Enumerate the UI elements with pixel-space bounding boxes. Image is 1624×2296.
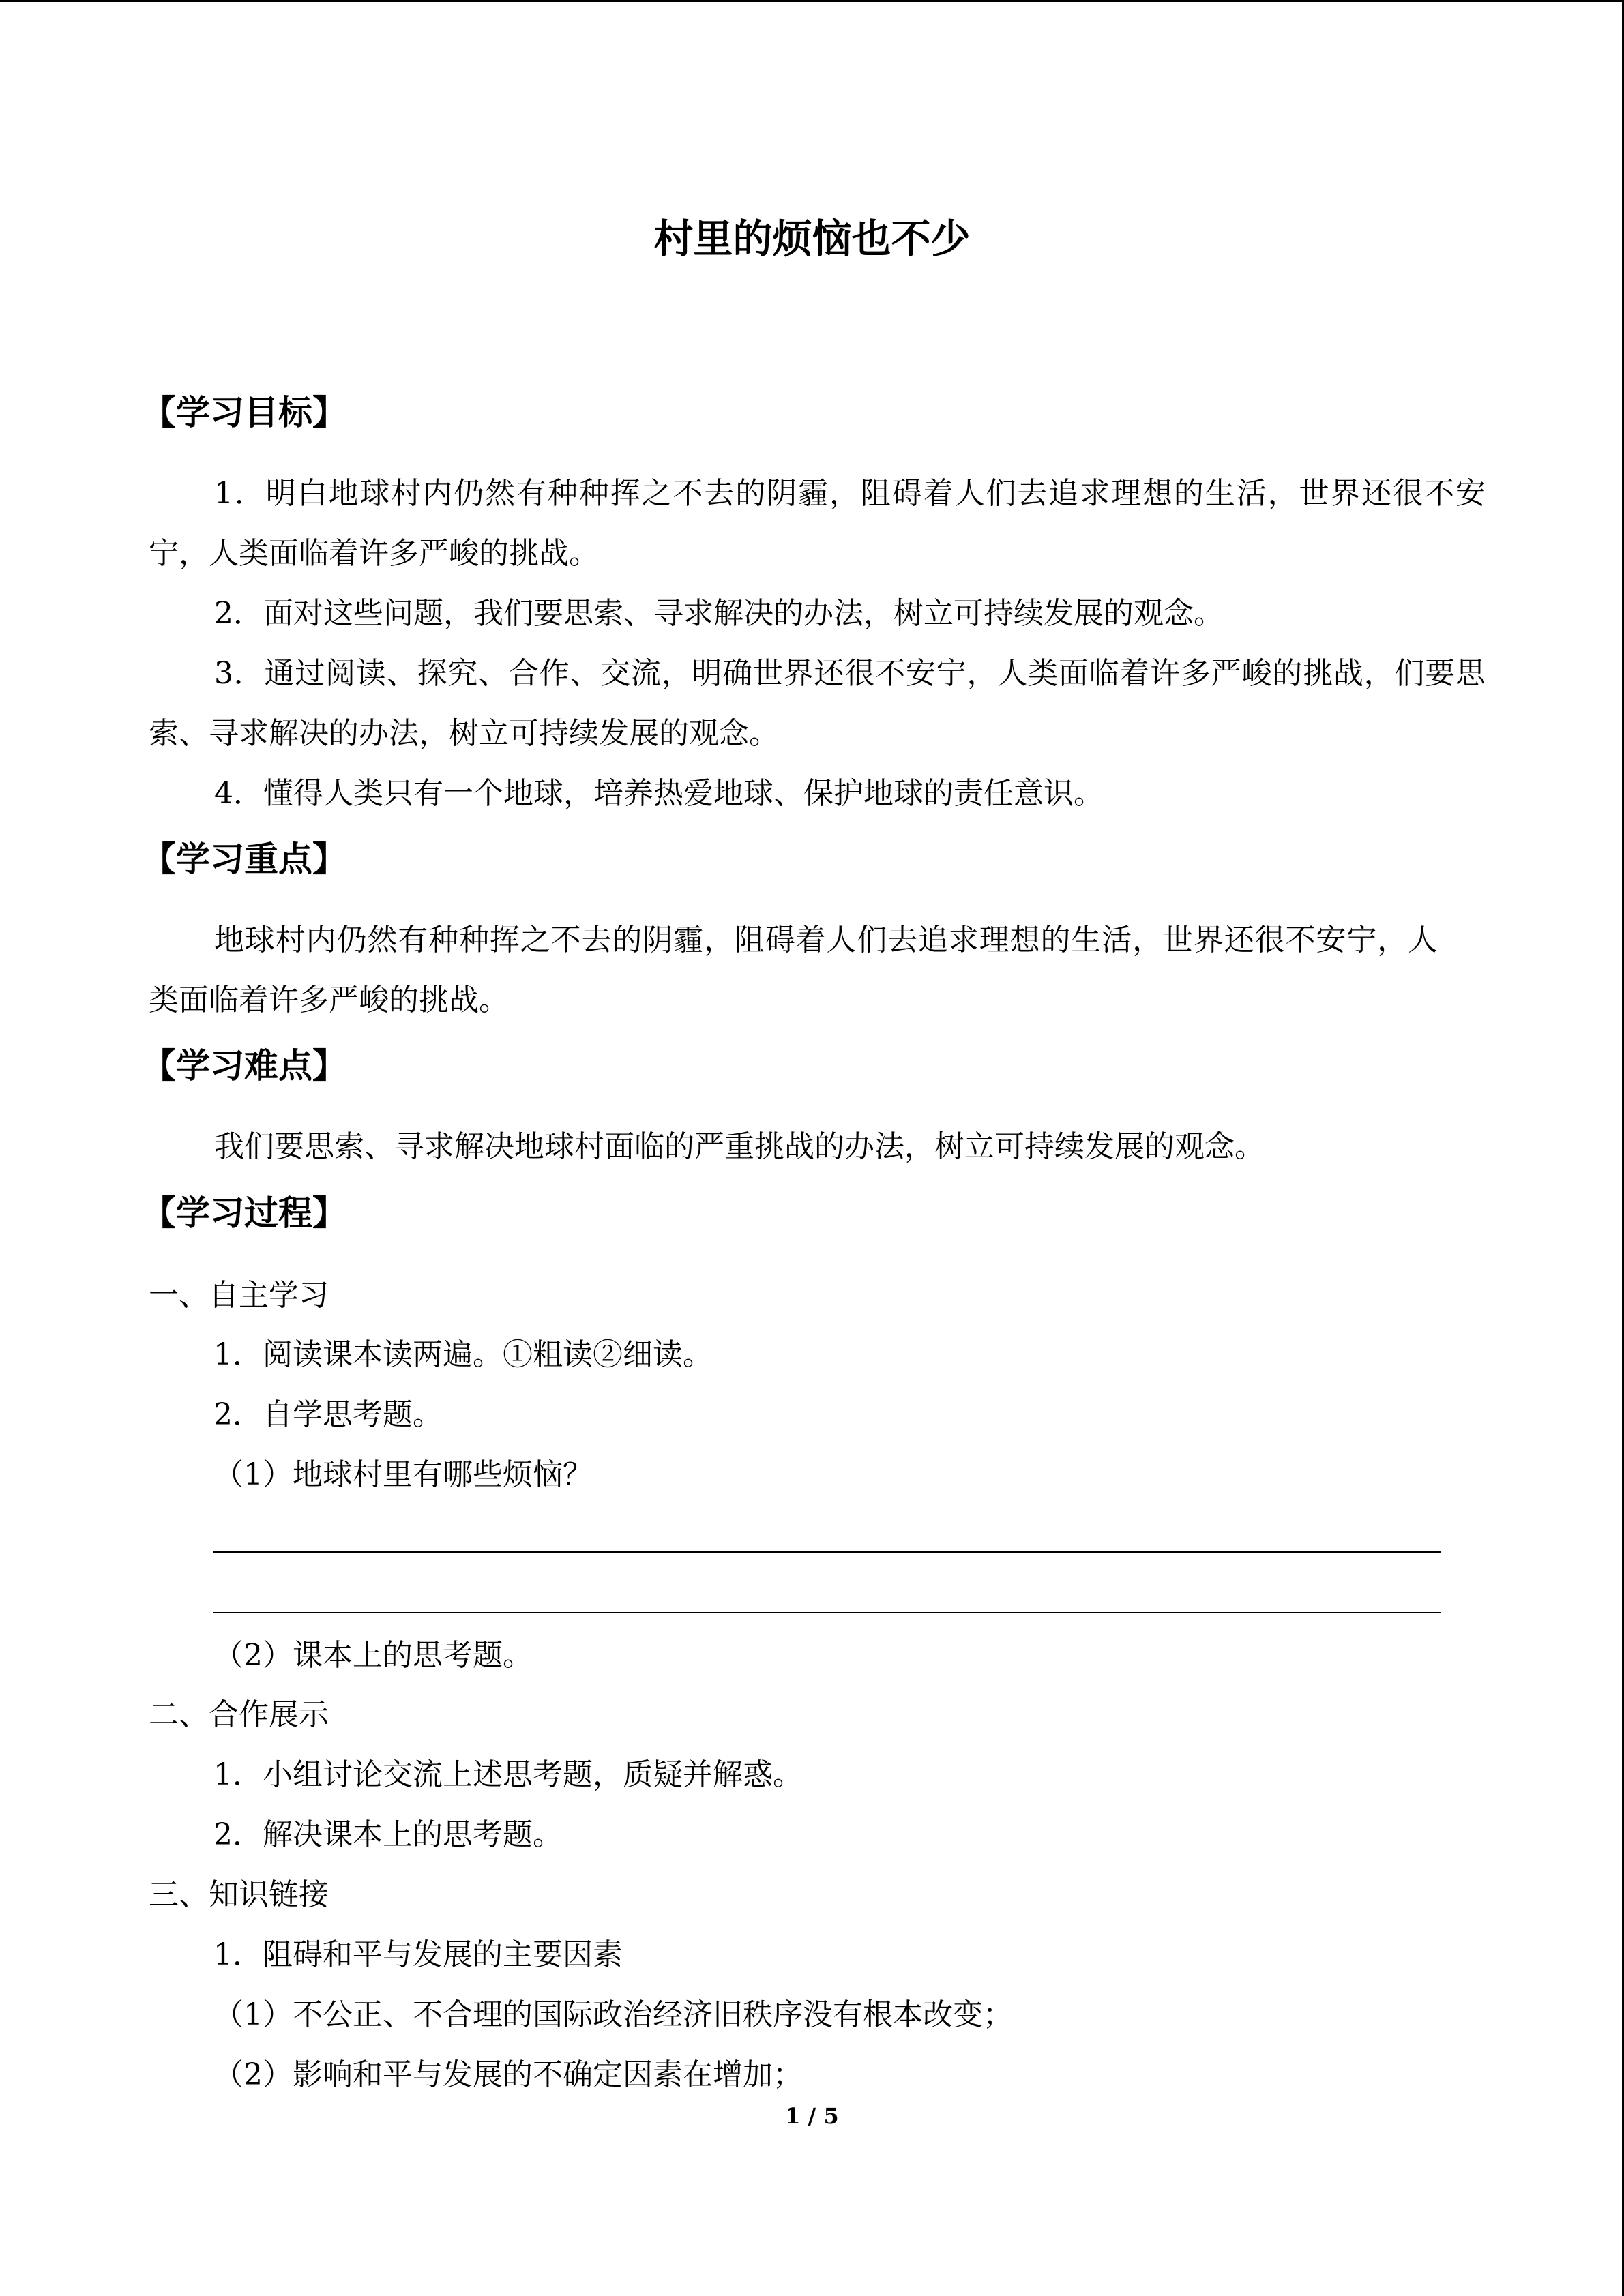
page-border-top [0, 0, 1624, 2]
knowledge-sub-2: （2）影响和平与发展的不确定因素在增加； [213, 2057, 803, 2092]
self-study-item-2: 2．自学思考题。 [213, 1397, 443, 1432]
difficulties-text: 我们要思索、寻求解决地球村面临的严重挑战的办法，树立可持续发展的观念。 [214, 1129, 1265, 1164]
knowledge-heading: 三、知识链接 [149, 1877, 329, 1912]
cooperation-item-1: 1．小组讨论交流上述思考题，质疑并解惑。 [213, 1757, 803, 1792]
objective-item-2: 2．面对这些问题，我们要思索、寻求解决的办法，树立可持续发展的观念。 [214, 596, 1224, 631]
objective-item-1: 1．明白地球村内仍然有种种挥之不去的阴霾，阻碍着人们去追求理想的生活，世界还很不安宁，人类面临着许多严峻的挑战。 [149, 476, 1486, 571]
objectives-heading: 【学习目标】 [142, 393, 346, 432]
document-title: 村里的烦恼也不少 [653, 215, 971, 262]
process-heading: 【学习过程】 [142, 1193, 346, 1233]
self-study-question-2: （2）课本上的思考题。 [213, 1638, 533, 1673]
answer-line-2[interactable] [213, 1612, 1441, 1613]
self-study-item-1: 1．阅读课本读两遍。①粗读②细读。 [213, 1337, 713, 1372]
difficulties-heading: 【学习难点】 [142, 1046, 346, 1086]
knowledge-sub-1: （1）不公正、不合理的国际政治经济旧秩序没有根本改变； [213, 1997, 1013, 2032]
objective-item-4: 4．懂得人类只有一个地球，培养热爱地球、保护地球的责任意识。 [214, 776, 1104, 811]
answer-line-1[interactable] [213, 1551, 1441, 1553]
knowledge-item-1: 1．阻碍和平与发展的主要因素 [213, 1937, 623, 1972]
self-study-question-1: （1）地球村里有哪些烦恼？ [213, 1457, 593, 1492]
cooperation-item-2: 2．解决课本上的思考题。 [213, 1817, 563, 1852]
self-study-heading: 一、自主学习 [149, 1278, 329, 1313]
key-points-text: 地球村内仍然有种种挥之不去的阴霾，阻碍着人们去追求理想的生活，世界还很不安宁，人类面临着许多严峻的挑战。 [149, 923, 1438, 1017]
key-points-heading: 【学习重点】 [142, 839, 346, 879]
objective-item-3: 3．通过阅读、探究、合作、交流，明确世界还很不安宁，人类面临着许多严峻的挑战，们要思索、寻求解决的办法，树立可持续发展的观念。 [149, 656, 1486, 751]
cooperation-heading: 二、合作展示 [149, 1697, 329, 1732]
page-number: 1 / 5 [785, 2103, 839, 2129]
